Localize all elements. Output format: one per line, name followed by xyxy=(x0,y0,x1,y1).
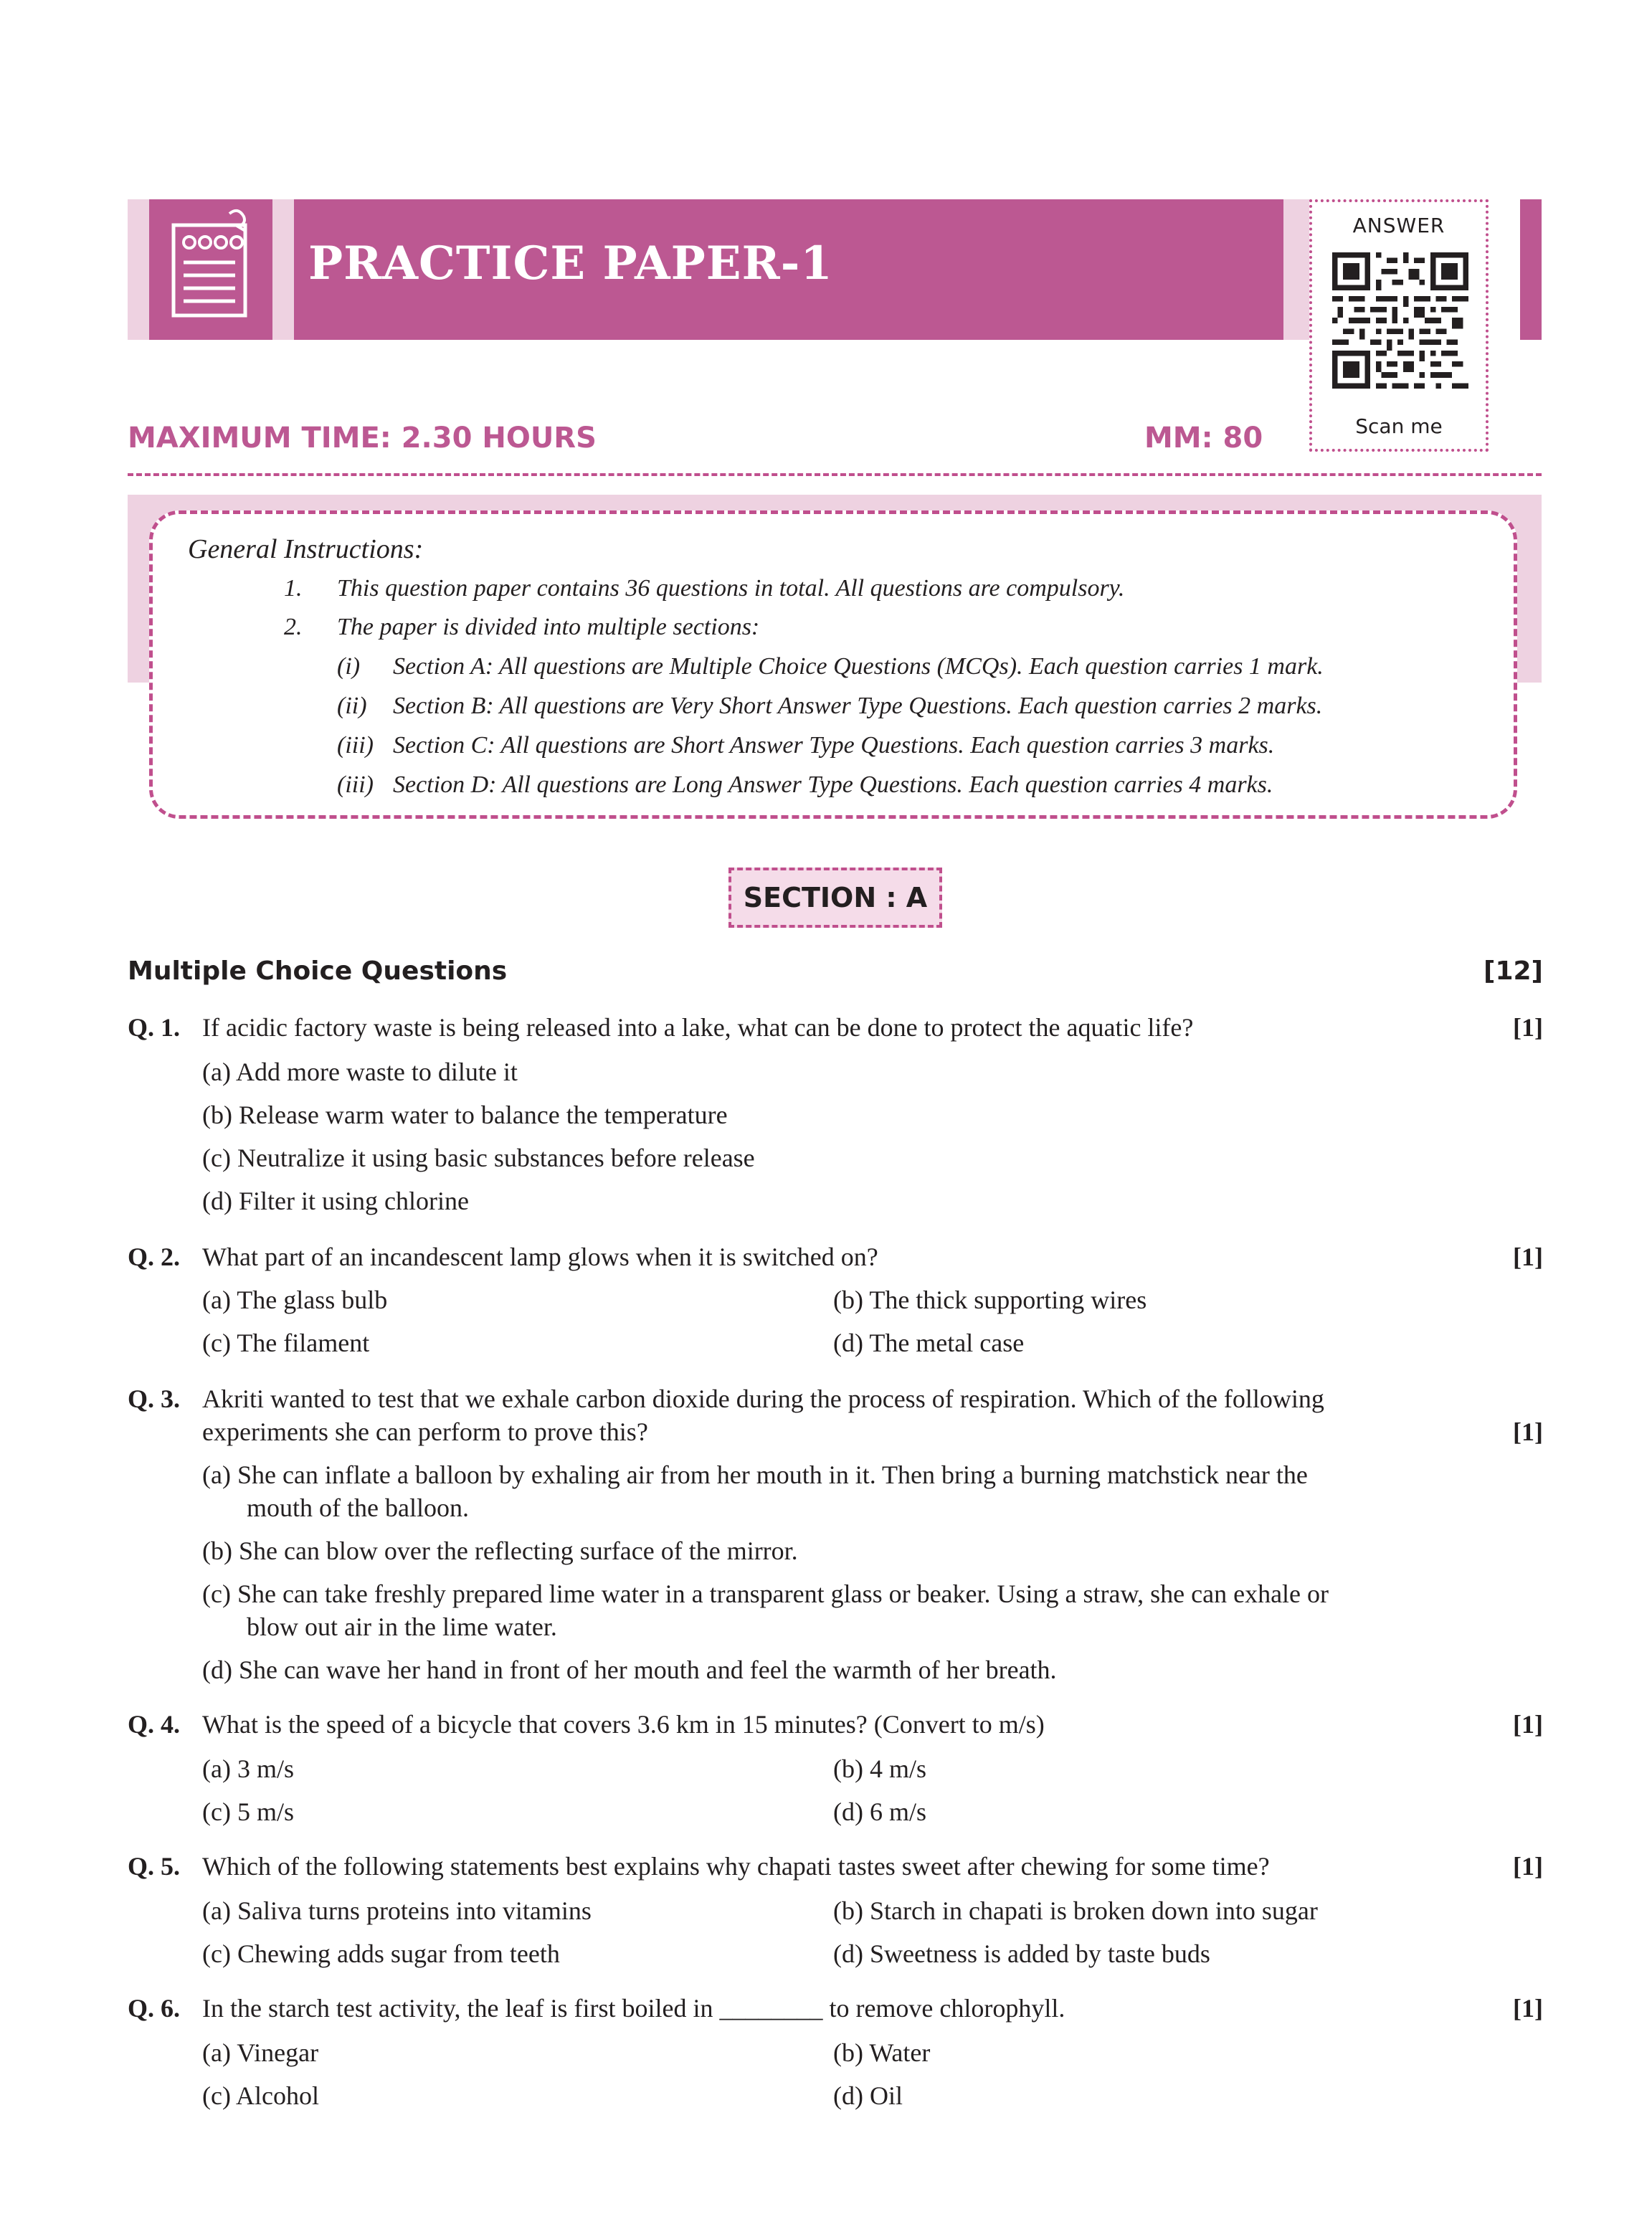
instruction-subnum: (ii) xyxy=(337,693,367,719)
question-text: If acidic factory waste is being released into a lake, what can be done to protect the aquatic life? xyxy=(202,1013,1194,1042)
instruction-subtext: Section D: All questions are Long Answer Type Questions. Each question carries 4 marks. xyxy=(393,771,1273,798)
option: (d) Sweetness is added by taste buds xyxy=(833,1939,1210,1968)
question-number: Q. 5. xyxy=(128,1852,181,1881)
question-text: What is the speed of a bicycle that covers 3.6 km in 15 minutes? (Convert to m/s) xyxy=(202,1710,1045,1739)
instruction-subnum: (i) xyxy=(337,653,361,680)
option: (c) Alcohol xyxy=(202,2081,319,2110)
question-text: experiments she can perform to prove this? xyxy=(202,1417,648,1446)
instruction-subnum: (iii) xyxy=(337,732,374,759)
section-badge: SECTION : A xyxy=(728,868,942,928)
question-marks: [1] xyxy=(1513,1994,1543,2023)
option: (a) Vinegar xyxy=(202,2038,319,2067)
option: (d) 6 m/s xyxy=(833,1797,926,1826)
document-list-icon xyxy=(149,199,272,340)
max-marks: MM: 80 xyxy=(1144,422,1263,455)
option: (d) Filter it using chlorine xyxy=(202,1187,469,1215)
option: (b) 4 m/s xyxy=(833,1754,926,1783)
option: (c) Chewing adds sugar from teeth xyxy=(202,1939,560,1968)
option: (a) 3 m/s xyxy=(202,1754,294,1783)
question-text: Which of the following statements best explains why chapati tastes sweet after chewing for some time? xyxy=(202,1852,1270,1881)
question-number: Q. 2. xyxy=(128,1242,181,1271)
instruction-text: The paper is divided into multiple sections: xyxy=(337,614,760,640)
section-heading: Multiple Choice Questions xyxy=(128,956,508,986)
option: (b) Water xyxy=(833,2038,931,2067)
banner-gap xyxy=(272,199,294,340)
qr-code-icon[interactable] xyxy=(1332,252,1468,389)
option: (a) She can inflate a balloon by exhaling air from her mouth in it. Then bring a burning matchstick near the xyxy=(202,1460,1308,1489)
option: (d) She can wave her hand in front of her mouth and feel the warmth of her breath. xyxy=(202,1655,1057,1684)
qr-bottom-label: Scan me xyxy=(1355,414,1443,438)
section-marks: [12] xyxy=(1483,956,1543,986)
option: (d) The metal case xyxy=(833,1329,1025,1357)
banner-far-right xyxy=(1520,199,1542,340)
question-number: Q. 3. xyxy=(128,1384,181,1413)
question-number: Q. 1. xyxy=(128,1013,181,1042)
banner-icon-panel xyxy=(149,199,272,340)
max-time: MAXIMUM TIME: 2.30 HOURS xyxy=(128,422,597,455)
header-divider xyxy=(128,473,1542,476)
option: blow out air in the lime water. xyxy=(247,1612,557,1641)
instruction-num: 2. xyxy=(284,614,303,640)
instruction-subtext: Section C: All questions are Short Answer Type Questions. Each question carries 3 marks. xyxy=(393,732,1275,759)
question-text: In the starch test activity, the leaf is first boiled in ________ to remove chlorophyll. xyxy=(202,1994,1065,2023)
question-marks: [1] xyxy=(1513,1852,1543,1881)
instruction-subtext: Section B: All questions are Very Short Answer Type Questions. Each question carries 2 marks. xyxy=(393,693,1323,719)
page-title: PRACTICE PAPER-1 xyxy=(308,237,833,290)
option: (b) Starch in chapati is broken down into sugar xyxy=(833,1896,1318,1925)
option: (c) She can take freshly prepared lime water in a transparent glass or beaker. Using a straw, she can exhale or xyxy=(202,1579,1329,1608)
question-text: Akriti wanted to test that we exhale carbon dioxide during the process of respiration. Which of the following xyxy=(202,1384,1324,1413)
question-marks: [1] xyxy=(1513,1013,1543,1042)
option: (a) Saliva turns proteins into vitamins xyxy=(202,1896,592,1925)
question-marks: [1] xyxy=(1513,1710,1543,1739)
question-number: Q. 6. xyxy=(128,1994,181,2023)
option: (b) Release warm water to balance the temperature xyxy=(202,1101,728,1129)
instruction-text: This question paper contains 36 questions in total. All questions are compulsory. xyxy=(337,575,1125,602)
option: (c) Neutralize it using basic substances before release xyxy=(202,1144,755,1172)
question-text: What part of an incandescent lamp glows when it is switched on? xyxy=(202,1242,878,1271)
option: (b) She can blow over the reflecting surface of the mirror. xyxy=(202,1536,798,1565)
question-marks: [1] xyxy=(1513,1242,1543,1271)
instruction-subtext: Section A: All questions are Multiple Choice Questions (MCQs). Each question carries 1 mark. xyxy=(393,653,1324,680)
option: (a) Add more waste to dilute it xyxy=(202,1058,518,1086)
question-number: Q. 4. xyxy=(128,1710,181,1739)
option: (b) The thick supporting wires xyxy=(833,1286,1147,1314)
question-marks: [1] xyxy=(1513,1417,1543,1446)
qr-top-label: ANSWER xyxy=(1352,214,1446,237)
option: mouth of the balloon. xyxy=(247,1493,469,1522)
option: (c) The filament xyxy=(202,1329,370,1357)
instruction-num: 1. xyxy=(284,575,303,602)
instructions-heading: General Instructions: xyxy=(188,534,424,564)
option: (a) The glass bulb xyxy=(202,1286,388,1314)
option: (d) Oil xyxy=(833,2081,903,2110)
instruction-subnum: (iii) xyxy=(337,771,374,798)
option: (c) 5 m/s xyxy=(202,1797,294,1826)
